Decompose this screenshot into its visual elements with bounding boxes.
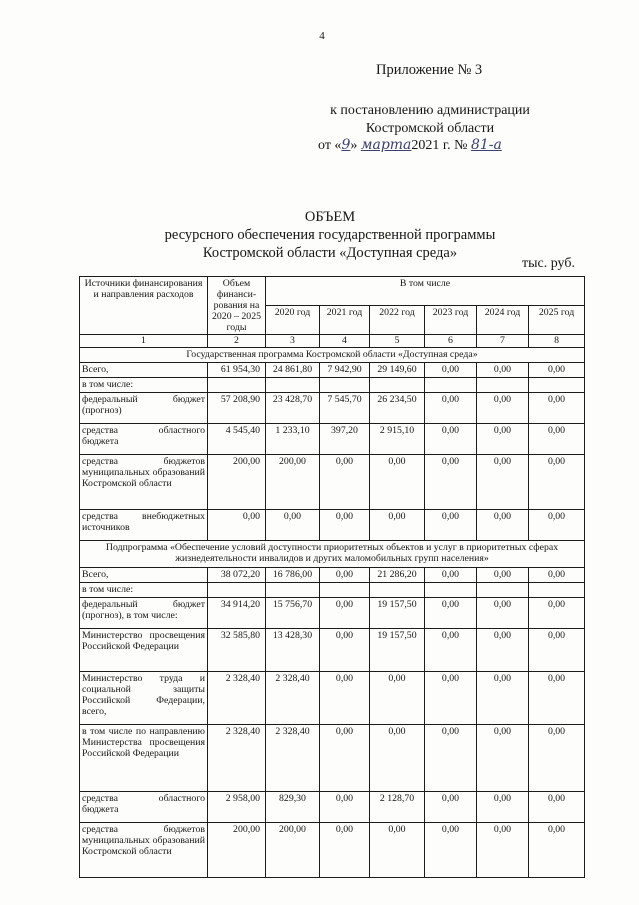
table-row (80, 455, 585, 510)
value-cell (370, 583, 425, 598)
value-cell: 0,00 (529, 672, 585, 725)
row-label: в том числе: (80, 583, 208, 598)
value-cell: 0,00 (477, 792, 529, 823)
value-cell: 7 545,70 (320, 393, 370, 424)
value-cell (529, 378, 585, 393)
title-line-2: ресурсного обеспечения государственной программы (164, 227, 496, 243)
value-cell: 0,00 (477, 823, 529, 878)
value-cell: 0,00 (266, 510, 320, 541)
value-cell: 0,00 (320, 568, 370, 583)
row-label: Министерство труда и социальной защиты Российской Федерации, всего, (80, 672, 208, 725)
row-label: Всего, (80, 363, 208, 378)
value-cell: 32 585,80 (208, 629, 266, 672)
column-number-5: 5 (370, 335, 425, 348)
decree-line-2: Костромской области (365, 121, 495, 136)
value-cell: 200,00 (208, 823, 266, 878)
value-cell: 29 149,60 (370, 363, 425, 378)
value-cell: 0,00 (370, 823, 425, 878)
column-number-7: 7 (477, 335, 529, 348)
value-cell: 26 234,50 (370, 393, 425, 424)
decree-line-1: к постановлению администрации (330, 103, 530, 118)
table-row (80, 378, 585, 393)
column-number-3: 3 (266, 335, 320, 348)
value-cell: 0,00 (370, 725, 425, 792)
column-number-8: 8 (529, 335, 585, 348)
value-cell: 0,00 (529, 792, 585, 823)
value-cell: 0,00 (529, 823, 585, 878)
header-including: В том числе (266, 277, 585, 306)
value-cell: 0,00 (477, 424, 529, 455)
value-cell: 0,00 (320, 455, 370, 510)
table-row (80, 393, 585, 424)
table-row (80, 725, 585, 792)
value-cell: 23 428,70 (266, 393, 320, 424)
table-row (80, 583, 585, 598)
row-label: средства областного бюджета (80, 424, 208, 455)
table-row (80, 598, 585, 629)
value-cell: 0,00 (477, 393, 529, 424)
value-cell: 0,00 (370, 510, 425, 541)
document-title (130, 208, 530, 262)
section-header (80, 348, 585, 363)
value-cell: 24 861,80 (266, 363, 320, 378)
value-cell: 0,00 (425, 455, 477, 510)
value-cell (425, 583, 477, 598)
value-cell (320, 583, 370, 598)
table-row (80, 629, 585, 672)
value-cell: 0,00 (425, 792, 477, 823)
column-number-2: 2 (208, 335, 266, 348)
value-cell: 7 942,90 (320, 363, 370, 378)
funding-table (79, 276, 585, 878)
value-cell: 21 286,20 (370, 568, 425, 583)
table-row (80, 672, 585, 725)
value-cell: 200,00 (208, 455, 266, 510)
value-cell: 0,00 (425, 598, 477, 629)
date-prefix: от « (318, 138, 342, 153)
header-source: Источники финансирования и направления расходов (80, 277, 208, 335)
value-cell: 0,00 (425, 568, 477, 583)
value-cell: 19 157,50 (370, 629, 425, 672)
header-volume: Объем финанси-рования на 2020 – 2025 годы (208, 277, 266, 335)
row-label: средства бюджетов муниципальных образований Костромской области (80, 455, 208, 510)
value-cell: 829,30 (266, 792, 320, 823)
value-cell: 0,00 (425, 725, 477, 792)
value-cell (529, 583, 585, 598)
value-cell (477, 583, 529, 598)
value-cell: 0,00 (477, 568, 529, 583)
value-cell: 0,00 (477, 363, 529, 378)
value-cell: 19 157,50 (370, 598, 425, 629)
units-label: тыс. руб. (522, 256, 575, 271)
date-day: 9 (341, 137, 351, 153)
value-cell: 0,00 (425, 510, 477, 541)
value-cell: 0,00 (425, 629, 477, 672)
value-cell: 0,00 (529, 363, 585, 378)
date-mid: » (350, 138, 358, 153)
value-cell: 0,00 (529, 629, 585, 672)
value-cell: 15 756,70 (266, 598, 320, 629)
value-cell: 0,00 (477, 672, 529, 725)
row-label: в том числе: (80, 378, 208, 393)
header-year-3: 2022 год (370, 306, 425, 335)
value-cell: 0,00 (529, 725, 585, 792)
header-year-2: 2021 год (320, 306, 370, 335)
row-label: в том числе по направлению Министерства просвещения Российской Федерации (80, 725, 208, 792)
row-label: средства внебюджетных источников (80, 510, 208, 541)
value-cell: 0,00 (320, 823, 370, 878)
value-cell: 397,20 (320, 424, 370, 455)
title-line-1: ОБЪЕМ (304, 209, 356, 225)
appendix-label: Приложение № 3 (376, 62, 483, 78)
value-cell: 2 915,10 (370, 424, 425, 455)
header-year-1: 2020 год (266, 306, 320, 335)
value-cell (320, 378, 370, 393)
value-cell: 0,00 (425, 424, 477, 455)
table-row (80, 363, 585, 378)
header-row-1 (80, 277, 585, 306)
value-cell: 0,00 (477, 598, 529, 629)
value-cell: 61 954,30 (208, 363, 266, 378)
value-cell: 0,00 (320, 672, 370, 725)
value-cell: 2 958,00 (208, 792, 266, 823)
table-row (80, 568, 585, 583)
value-cell: 0,00 (425, 363, 477, 378)
value-cell: 0,00 (425, 672, 477, 725)
value-cell (266, 583, 320, 598)
value-cell: 0,00 (529, 393, 585, 424)
header-year-6: 2025 год (529, 306, 585, 335)
column-number-4: 4 (320, 335, 370, 348)
row-label: федеральный бюджет (прогноз), в том числе: (80, 598, 208, 629)
decree-date-line (318, 137, 502, 154)
value-cell (477, 378, 529, 393)
value-cell (266, 378, 320, 393)
value-cell: 0,00 (529, 510, 585, 541)
value-cell: 2 328,40 (208, 672, 266, 725)
value-cell: 0,00 (529, 568, 585, 583)
value-cell: 2 328,40 (208, 725, 266, 792)
row-label: средства областного бюджета (80, 792, 208, 823)
value-cell (208, 378, 266, 393)
page-number: 4 (319, 30, 325, 42)
table-row (80, 792, 585, 823)
row-label: средства бюджетов муниципальных образований Костромской области (80, 823, 208, 878)
value-cell (370, 378, 425, 393)
value-cell: 0,00 (370, 455, 425, 510)
value-cell: 2 328,40 (266, 725, 320, 792)
value-cell: 0,00 (320, 510, 370, 541)
value-cell: 0,00 (320, 629, 370, 672)
date-month: марта (360, 137, 412, 153)
value-cell: 0,00 (477, 725, 529, 792)
value-cell: 200,00 (266, 823, 320, 878)
value-cell: 57 208,90 (208, 393, 266, 424)
row-label: Всего, (80, 568, 208, 583)
value-cell (425, 378, 477, 393)
value-cell: 0,00 (320, 725, 370, 792)
section-header (80, 541, 585, 568)
value-cell: 0,00 (320, 792, 370, 823)
value-cell: 0,00 (477, 629, 529, 672)
value-cell: 16 786,00 (266, 568, 320, 583)
value-cell: 2 328,40 (266, 672, 320, 725)
header-year-4: 2023 год (425, 306, 477, 335)
table-row (80, 424, 585, 455)
value-cell: 0,00 (425, 393, 477, 424)
decree-number: 81-а (470, 137, 502, 153)
value-cell: 0,00 (529, 424, 585, 455)
value-cell: 0,00 (320, 598, 370, 629)
value-cell: 13 428,30 (266, 629, 320, 672)
value-cell: 0,00 (477, 510, 529, 541)
value-cell: 0,00 (370, 672, 425, 725)
value-cell (208, 583, 266, 598)
section-title: Подпрограмма «Обеспечение условий доступности приоритетных объектов и услуг в приоритетных сферах жизнедеятельности инвалидов и других маломобильных групп населения» (80, 541, 585, 568)
section-title: Государственная программа Костромской области «Доступная среда» (80, 348, 585, 363)
column-number-6: 6 (425, 335, 477, 348)
value-cell: 38 072,20 (208, 568, 266, 583)
value-cell: 1 233,10 (266, 424, 320, 455)
value-cell: 0,00 (208, 510, 266, 541)
column-number-1: 1 (80, 335, 208, 348)
header-year-5: 2024 год (477, 306, 529, 335)
table-row (80, 823, 585, 878)
title-line-3: Костромской области «Доступная среда» (202, 245, 458, 261)
value-cell: 0,00 (477, 455, 529, 510)
decree-reference (300, 102, 560, 138)
value-cell: 0,00 (425, 823, 477, 878)
value-cell: 34 914,20 (208, 598, 266, 629)
value-cell: 2 128,70 (370, 792, 425, 823)
row-label: Министерство просвещения Российской Федерации (80, 629, 208, 672)
row-label: федеральный бюджет (прогноз) (80, 393, 208, 424)
value-cell: 4 545,40 (208, 424, 266, 455)
table-row (80, 510, 585, 541)
value-cell: 0,00 (529, 598, 585, 629)
value-cell: 0,00 (529, 455, 585, 510)
date-year: 2021 г. № (411, 138, 468, 153)
value-cell: 200,00 (266, 455, 320, 510)
header-numbers-row (80, 335, 585, 348)
